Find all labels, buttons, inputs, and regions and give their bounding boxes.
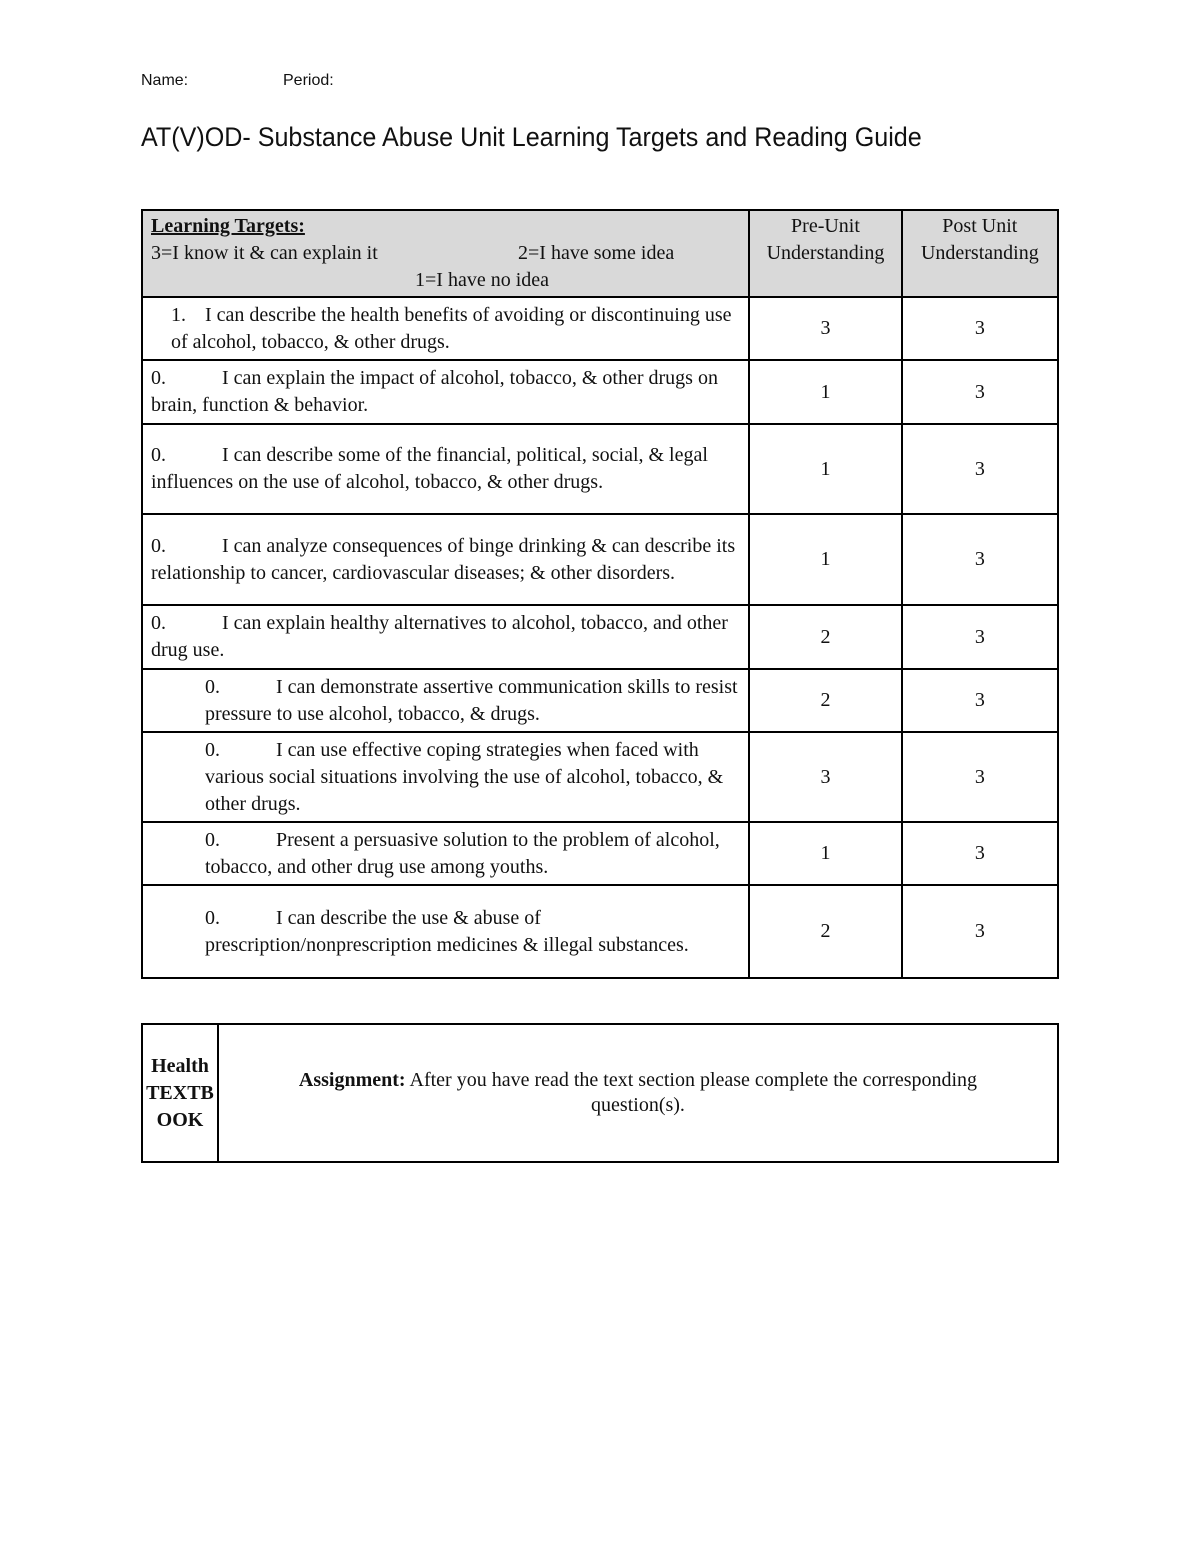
pre-unit-score: 2 bbox=[749, 669, 901, 732]
target-number: 0. bbox=[205, 738, 220, 761]
target-description bbox=[142, 732, 749, 822]
scale-3-label: 3=I know it & can explain it bbox=[151, 242, 378, 264]
pre-unit-score: 1 bbox=[749, 514, 901, 605]
learning-targets-table bbox=[141, 209, 1059, 979]
post-unit-score: 3 bbox=[902, 297, 1058, 360]
post-unit-score: 3 bbox=[902, 669, 1058, 732]
target-text: I can explain the impact of alcohol, tobacco, & other drugs on brain, function & behavior. bbox=[151, 367, 718, 416]
scale-2-label: 2=I have some idea bbox=[518, 242, 675, 264]
target-number: 0. bbox=[205, 675, 220, 698]
learning-targets-header bbox=[142, 210, 749, 297]
target-text: I can use effective coping strategies when faced with various social situations involving the use of alcohol, tobacco, & other drugs. bbox=[205, 738, 724, 815]
target-number: 0. bbox=[151, 612, 166, 634]
target-description bbox=[142, 514, 749, 605]
post-unit-score: 3 bbox=[902, 514, 1058, 605]
table-row bbox=[142, 297, 1058, 360]
target-number: 0. bbox=[205, 906, 220, 929]
table-row bbox=[142, 605, 1058, 669]
target-description bbox=[142, 297, 749, 360]
name-label: Name: bbox=[141, 72, 189, 89]
post-unit-header: Post Unit Understanding bbox=[902, 210, 1058, 297]
post-unit-score: 3 bbox=[902, 360, 1058, 424]
table-row bbox=[142, 732, 1058, 822]
scale-1-label: 1=I have no idea bbox=[415, 269, 550, 291]
target-text: I can analyze consequences of binge drinking & can describe its relationship to cancer, cardiovascular diseases; & other disorders. bbox=[151, 534, 736, 584]
learning-targets-title: Learning Targets: bbox=[151, 215, 305, 237]
table-row bbox=[142, 822, 1058, 885]
pre-unit-header: Pre-Unit Understanding bbox=[749, 210, 901, 297]
target-text: I can describe some of the financial, political, social, & legal influences on the use of alcohol, tobacco, & other drugs. bbox=[151, 444, 708, 493]
pre-unit-score: 3 bbox=[749, 732, 901, 822]
pre-unit-score: 2 bbox=[749, 885, 901, 978]
target-number: 0. bbox=[151, 444, 166, 466]
pre-unit-score: 2 bbox=[749, 605, 901, 669]
target-number: 1. bbox=[171, 303, 186, 326]
page-title: AT(V)OD- Substance Abuse Unit Learning Targets and Reading Guide bbox=[141, 122, 922, 152]
assignment-row bbox=[142, 1024, 1058, 1162]
table-row bbox=[142, 669, 1058, 732]
target-text: I can describe the health benefits of avoiding or discontinuing use of alcohol, tobacco, & other drugs. bbox=[171, 303, 732, 353]
target-text: I can explain healthy alternatives to alcohol, tobacco, and other drug use. bbox=[151, 612, 728, 661]
assignment-instructions bbox=[218, 1024, 1058, 1162]
target-description bbox=[142, 822, 749, 885]
table-row bbox=[142, 360, 1058, 424]
target-text: Present a persuasive solution to the problem of alcohol, tobacco, and other drug use among youths. bbox=[205, 828, 720, 878]
post-unit-score: 3 bbox=[902, 822, 1058, 885]
pre-unit-score: 1 bbox=[749, 822, 901, 885]
target-description bbox=[142, 669, 749, 732]
target-number: 0. bbox=[205, 828, 220, 851]
target-description bbox=[142, 885, 749, 978]
assignment-table bbox=[141, 1023, 1059, 1163]
target-number: 0. bbox=[151, 534, 166, 557]
target-description bbox=[142, 424, 749, 514]
pre-unit-score: 1 bbox=[749, 424, 901, 514]
post-unit-score: 3 bbox=[902, 885, 1058, 978]
table-row bbox=[142, 424, 1058, 514]
post-unit-score: 3 bbox=[902, 424, 1058, 514]
table-row bbox=[142, 514, 1058, 605]
assignment-label: Assignment: bbox=[298, 1069, 406, 1091]
header-line bbox=[141, 72, 334, 90]
post-unit-score: 3 bbox=[902, 732, 1058, 822]
target-number: 0. bbox=[151, 367, 166, 389]
scale-legend bbox=[151, 240, 740, 267]
period-label: Period: bbox=[283, 72, 334, 89]
post-unit-score: 3 bbox=[902, 605, 1058, 669]
table-header-row bbox=[142, 210, 1058, 297]
pre-unit-score: 3 bbox=[749, 297, 901, 360]
target-text: I can demonstrate assertive communication skills to resist pressure to use alcohol, tobacco, & drugs. bbox=[205, 675, 738, 725]
assignment-text: After you have read the text section please complete the corresponding question(s). bbox=[409, 1069, 978, 1116]
target-text: I can describe the use & abuse of prescription/nonprescription medicines & illegal substances. bbox=[205, 906, 689, 956]
target-description bbox=[142, 605, 749, 669]
health-textbook-label: Health TEXTBOOK bbox=[142, 1024, 218, 1162]
table-row bbox=[142, 885, 1058, 978]
target-description bbox=[142, 360, 749, 424]
pre-unit-score: 1 bbox=[749, 360, 901, 424]
